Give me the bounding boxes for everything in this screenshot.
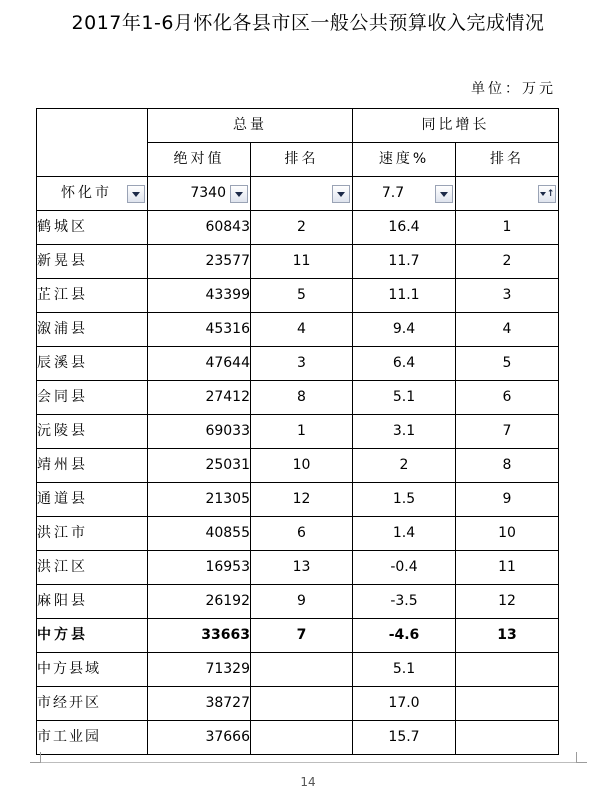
chevron-down-icon — [337, 192, 345, 197]
absolute-value: 43399 — [148, 279, 251, 313]
filter-value-cell — [148, 177, 251, 211]
growth-rank-empty — [456, 721, 559, 755]
header-absolute: 绝对值 — [148, 143, 251, 177]
table-row — [37, 381, 559, 415]
growth-speed: 1.5 — [353, 483, 456, 517]
total-rank: 13 — [251, 551, 353, 585]
table-row — [37, 211, 559, 245]
region-name: 沅陵县 — [37, 415, 148, 449]
crop-mark — [576, 752, 587, 763]
growth-rank: 4 — [456, 313, 559, 347]
growth-rank: 10 — [456, 517, 559, 551]
growth-speed: 11.1 — [353, 279, 456, 313]
page-footer-line — [30, 762, 586, 763]
growth-speed: 5.1 — [353, 381, 456, 415]
growth-speed: -4.6 — [353, 619, 456, 653]
highlight-row — [37, 619, 559, 653]
growth-rank: 7 — [456, 415, 559, 449]
absolute-value: 40855 — [148, 517, 251, 551]
header-total: 总量 — [148, 109, 353, 143]
growth-speed: 16.4 — [353, 211, 456, 245]
page-title: 2017年1-6月怀化各县市区一般公共预算收入完成情况 — [71, 12, 545, 34]
total-rank: 3 — [251, 347, 353, 381]
absolute-value: 69033 — [148, 415, 251, 449]
growth-rank: 11 — [456, 551, 559, 585]
total-rank: 6 — [251, 517, 353, 551]
total-rank: 4 — [251, 313, 353, 347]
filter-speedrank-cell — [456, 177, 559, 211]
table-row — [37, 313, 559, 347]
sub-row — [37, 687, 559, 721]
growth-speed: 5.1 — [353, 653, 456, 687]
filter-name: 怀化市 — [61, 185, 112, 201]
absolute-value: 37666 — [148, 721, 251, 755]
region-name: 中方县 — [37, 619, 148, 653]
growth-rank: 13 — [456, 619, 559, 653]
header-speed: 速度% — [353, 143, 456, 177]
table-row — [37, 245, 559, 279]
total-rank: 1 — [251, 415, 353, 449]
growth-rank: 3 — [456, 279, 559, 313]
header-rank2: 排名 — [456, 143, 559, 177]
growth-rank: 9 — [456, 483, 559, 517]
growth-rank: 1 — [456, 211, 559, 245]
absolute-value: 47644 — [148, 347, 251, 381]
growth-speed: 9.4 — [353, 313, 456, 347]
sub-row — [37, 653, 559, 687]
filter-dropdown-button[interactable] — [332, 185, 350, 203]
growth-speed: 6.4 — [353, 347, 456, 381]
filter-speed: 7.7 — [381, 185, 405, 201]
region-name: 新晃县 — [37, 245, 148, 279]
sort-arrow-icon: ↑ — [546, 188, 555, 199]
total-rank-empty — [251, 721, 353, 755]
growth-rank: 2 — [456, 245, 559, 279]
total-rank-empty — [251, 653, 353, 687]
revenue-table — [36, 108, 559, 755]
header-rank: 排名 — [251, 143, 353, 177]
header-yoy: 同比增长 — [353, 109, 559, 143]
filter-dropdown-button[interactable] — [435, 185, 453, 203]
chevron-down-icon — [540, 192, 546, 196]
region-name: 通道县 — [37, 483, 148, 517]
crop-mark — [30, 752, 41, 763]
table-row — [37, 279, 559, 313]
table-row — [37, 483, 559, 517]
filter-speed-cell — [353, 177, 456, 211]
growth-rank: 8 — [456, 449, 559, 483]
region-name: 洪江市 — [37, 517, 148, 551]
total-rank: 2 — [251, 211, 353, 245]
absolute-value: 45316 — [148, 313, 251, 347]
table-row — [37, 585, 559, 619]
growth-rank-empty — [456, 687, 559, 721]
total-rank: 12 — [251, 483, 353, 517]
filter-row — [37, 177, 559, 211]
absolute-value: 71329 — [148, 653, 251, 687]
sort-filter-button[interactable] — [538, 185, 556, 203]
growth-speed: -3.5 — [353, 585, 456, 619]
region-name: 溆浦县 — [37, 313, 148, 347]
absolute-value: 25031 — [148, 449, 251, 483]
growth-speed: 1.4 — [353, 517, 456, 551]
total-rank: 10 — [251, 449, 353, 483]
region-name: 芷江县 — [37, 279, 148, 313]
chevron-down-icon — [132, 192, 140, 197]
absolute-value: 16953 — [148, 551, 251, 585]
absolute-value: 26192 — [148, 585, 251, 619]
table-row — [37, 347, 559, 381]
region-name: 麻阳县 — [37, 585, 148, 619]
region-name: 洪江区 — [37, 551, 148, 585]
table-row — [37, 415, 559, 449]
growth-speed: 11.7 — [353, 245, 456, 279]
absolute-value: 21305 — [148, 483, 251, 517]
growth-rank: 6 — [456, 381, 559, 415]
absolute-value: 27412 — [148, 381, 251, 415]
header-row-1 — [37, 109, 559, 143]
absolute-value: 38727 — [148, 687, 251, 721]
absolute-value: 33663 — [148, 619, 251, 653]
total-rank-empty — [251, 687, 353, 721]
growth-speed: 15.7 — [353, 721, 456, 755]
filter-dropdown-button[interactable] — [230, 185, 248, 203]
total-rank: 9 — [251, 585, 353, 619]
total-rank: 5 — [251, 279, 353, 313]
growth-rank-empty — [456, 653, 559, 687]
growth-speed: -0.4 — [353, 551, 456, 585]
unit-label: 单位：万元 — [471, 81, 556, 97]
region-name: 辰溪县 — [37, 347, 148, 381]
sub-region-name: 中方县域 — [37, 653, 148, 687]
filter-value: 7340 — [190, 185, 226, 201]
sub-row — [37, 721, 559, 755]
filter-name-cell — [37, 177, 148, 211]
table-row — [37, 551, 559, 585]
total-rank: 7 — [251, 619, 353, 653]
absolute-value: 23577 — [148, 245, 251, 279]
region-name: 会同县 — [37, 381, 148, 415]
filter-rank-cell — [251, 177, 353, 211]
total-rank: 11 — [251, 245, 353, 279]
growth-speed: 2 — [353, 449, 456, 483]
growth-rank: 12 — [456, 585, 559, 619]
region-name: 鹤城区 — [37, 211, 148, 245]
growth-speed: 3.1 — [353, 415, 456, 449]
region-name: 靖州县 — [37, 449, 148, 483]
growth-speed: 17.0 — [353, 687, 456, 721]
table-row — [37, 449, 559, 483]
total-rank: 8 — [251, 381, 353, 415]
page-number: 14 — [300, 775, 316, 789]
absolute-value: 60843 — [148, 211, 251, 245]
sub-region-name: 市工业园 — [37, 721, 148, 755]
table-row — [37, 517, 559, 551]
chevron-down-icon — [440, 192, 448, 197]
corner-cell — [37, 109, 148, 177]
filter-dropdown-button[interactable] — [127, 185, 145, 203]
chevron-down-icon — [235, 192, 243, 197]
sub-region-name: 市经开区 — [37, 687, 148, 721]
growth-rank: 5 — [456, 347, 559, 381]
